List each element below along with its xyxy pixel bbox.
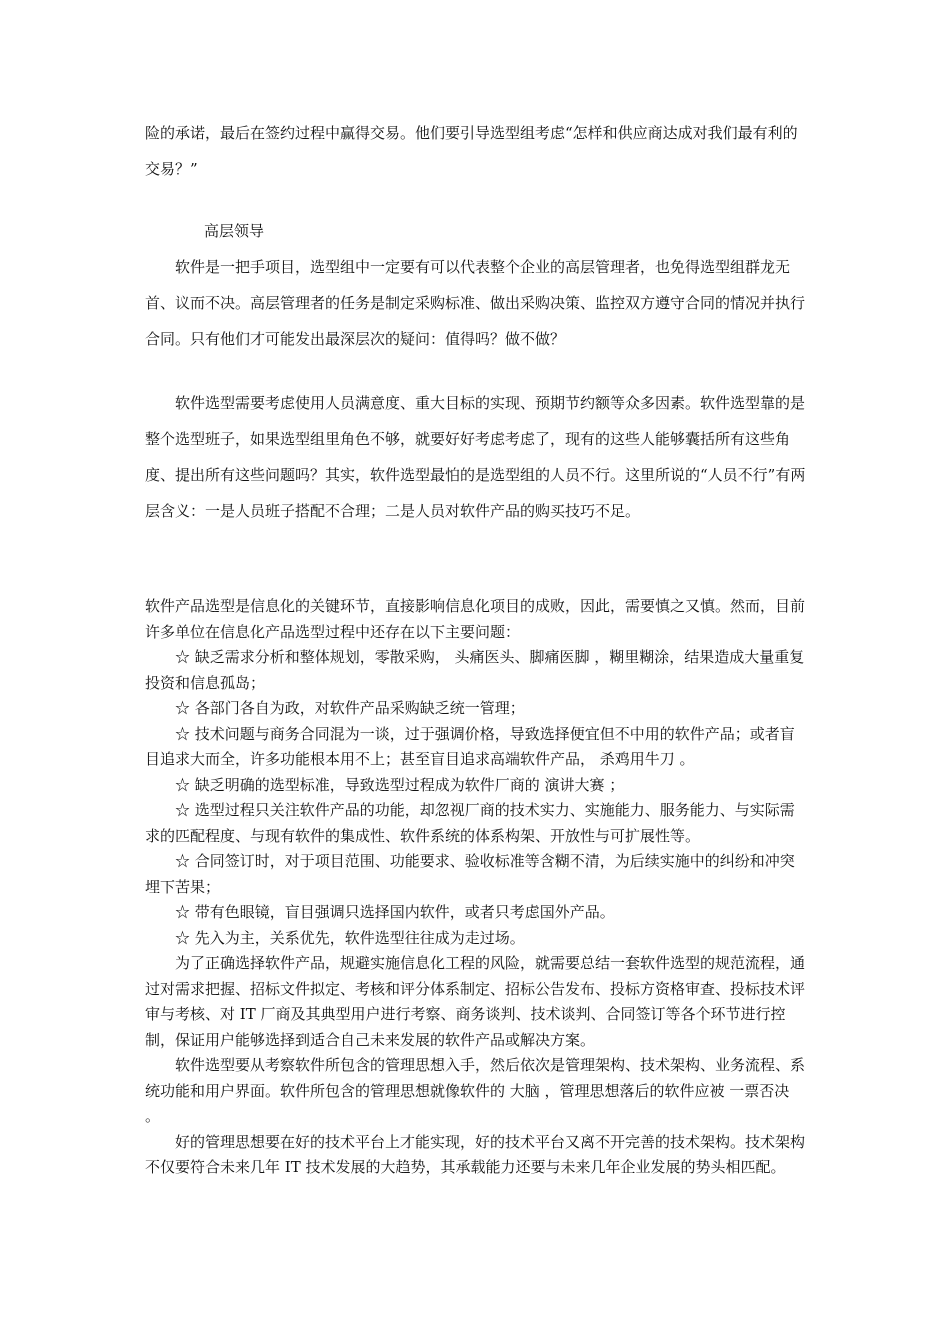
- paragraph-technical-architecture: 好的管理思想要在好的技术平台上才能实现，好的技术平台又离不开完善的技术架构。技术架构不仅要符合未来几年 IT 技术发展的大趋势，其承载能力还要与未来几年企业发展的势头相匹配。: [145, 1132, 806, 1176]
- paragraph-senior-leadership: 软件是一把手项目，选型组中一定要有可以代表整个企业的高层管理者，也免得选型组群龙无首、议而不决。高层管理者的任务是制定采购标准、做出采购决策、监控双方遵守合同的情况并执行合同。只有他们才可能发出最深层次的疑问：值得吗？做不做？: [145, 258, 806, 348]
- paragraph-problems-intro: 软件产品选型是信息化的关键环节，直接影响信息化项目的成败，因此，需要慎之又慎。然而，目前许多单位在信息化产品选型过程中还存在以下主要问题：: [145, 597, 806, 641]
- paragraph-selection-process: 为了正确选择软件产品，规避实施信息化工程的风险，就需要总结一套软件选型的规范流程，通过对需求把握、招标文件拟定、考核和评分体系制定、招标公告发布、投标方资格审查、投标技术评审与考核、对 IT 厂商及其典型用户进行考察、商务谈判、技术谈判、合同签订等各个环节进行控制，保证用户能够选择到适合自己未来发展的软件产品或解决方案。: [145, 954, 806, 1049]
- paragraph-management-thinking: 软件选型要从考察软件所包含的管理思想入手，然后依次是管理架构、技术架构、业务流程、系统功能和用户界面。软件所包含的管理思想就像软件的 大脑 ，管理思想落后的软件应被 一票否决 。: [145, 1056, 806, 1125]
- list-item-problem-5: ☆ 选型过程只关注软件产品的功能，却忽视厂商的技术实力、实施能力、服务能力、与实际需求的匹配程度、与现有软件的集成性、软件系统的体系构架、开放性与可扩展性等。: [145, 801, 795, 845]
- paragraph-selection-team: 软件选型需要考虑使用人员满意度、重大目标的实现、预期节约额等众多因素。软件选型靠的是整个选型班子，如果选型组里角色不够，就要好好考虑考虑了，现有的这些人能够囊括所有这些角度、提出所有这些问题吗？其实，软件选型最怕的是选型组的人员不行。这里所说的“人员不行”有两层含义：一是人员班子搭配不合理；二是人员对软件产品的购买技巧不足。: [145, 394, 806, 520]
- list-item-problem-7: ☆ 带有色眼镜，盲目强调只选择国内软件，或者只考虑国外产品。: [175, 903, 615, 921]
- list-item-problem-4: ☆ 缺乏明确的选型标准，导致选型过程成为软件厂商的 演讲大赛 ；: [175, 775, 625, 794]
- list-item-problem-1: ☆ 缺乏需求分析和整体规划，零散采购， 头痛医头、脚痛医脚 ，糊里糊涂，结果造成大量重复投资和信息孤岛；: [145, 648, 805, 692]
- heading-senior-leadership: 高层领导: [204, 222, 265, 240]
- paragraph-continued-commitment: 险的承诺，最后在签约过程中赢得交易。他们要引导选型组考虑“怎样和供应商达成对我们最有利的交易？”: [145, 124, 798, 178]
- list-item-problem-2: ☆ 各部门各自为政，对软件产品采购缺乏统一管理；: [175, 699, 525, 717]
- section-selection-problems: [145, 594, 807, 1181]
- list-item-problem-3: ☆ 技术问题与商务合同混为一谈，过于强调价格，导致选择便宜但不中用的软件产品；或者盲目追求大而全，许多功能根本用不上；甚至盲目追求高端软件产品， 杀鸡用牛刀 。: [145, 724, 795, 768]
- list-item-problem-8: ☆ 先入为主，关系优先，软件选型往往成为走过场。: [175, 928, 525, 947]
- list-item-problem-6: ☆ 合同签订时，对于项目范围、功能要求、验收标准等含糊不清，为后续实施中的纠纷和冲突埋下苦果；: [145, 852, 795, 896]
